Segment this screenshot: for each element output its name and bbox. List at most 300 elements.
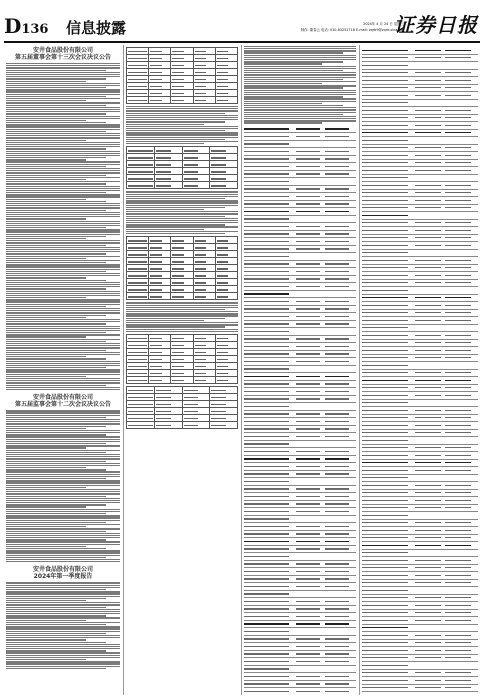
text-line xyxy=(244,103,322,104)
text-line xyxy=(244,107,356,108)
text-line xyxy=(244,87,343,88)
text-line xyxy=(6,72,120,73)
text-line xyxy=(126,124,204,125)
table-cell xyxy=(149,83,171,90)
text-line xyxy=(6,284,120,285)
text-line xyxy=(126,315,238,316)
text-line xyxy=(6,533,120,534)
list-item xyxy=(362,182,478,190)
text-line xyxy=(244,105,343,106)
list-item xyxy=(244,178,356,186)
text-line xyxy=(126,313,238,314)
text-line xyxy=(6,456,120,457)
text-line xyxy=(126,220,238,221)
text-line xyxy=(6,631,120,632)
table-row xyxy=(127,48,238,55)
text-line xyxy=(244,46,356,47)
text-line xyxy=(6,591,120,592)
table-cell xyxy=(171,293,193,300)
table-row xyxy=(127,97,238,104)
list-item xyxy=(244,418,356,426)
text-line xyxy=(6,118,120,119)
text-line xyxy=(6,663,120,664)
financial-table xyxy=(126,334,238,384)
text-line xyxy=(6,374,120,375)
column-1 xyxy=(6,45,120,695)
text-line xyxy=(6,441,120,442)
list-item xyxy=(362,452,478,460)
table-cell xyxy=(149,342,171,349)
text-line xyxy=(6,659,86,660)
table-cell xyxy=(171,48,193,55)
text-line xyxy=(6,561,120,562)
text-line xyxy=(6,504,106,505)
text-line xyxy=(6,380,120,381)
page-number: D136 xyxy=(4,14,49,38)
list-item xyxy=(244,433,356,441)
announcement-title: 第五届董事会第十三次会议决议公告 xyxy=(14,54,111,61)
text-line xyxy=(6,87,106,88)
table-cell xyxy=(127,154,155,161)
table-cell xyxy=(149,237,171,244)
text-line xyxy=(6,107,120,108)
list-item xyxy=(362,377,478,385)
list-item xyxy=(362,385,478,393)
text-line xyxy=(6,155,120,156)
text-line xyxy=(6,131,106,132)
list-item xyxy=(362,92,478,100)
list-item xyxy=(362,550,478,558)
table-cell xyxy=(215,251,237,258)
list-item xyxy=(244,148,356,156)
text-line xyxy=(6,421,120,422)
text-line xyxy=(6,225,120,226)
text-line xyxy=(6,461,106,462)
text-line xyxy=(6,539,106,540)
text-line xyxy=(126,224,225,225)
list-item xyxy=(362,355,478,363)
text-line xyxy=(6,102,120,103)
text-line xyxy=(126,216,225,217)
text-line xyxy=(126,128,238,129)
list-item xyxy=(244,478,356,486)
table-row xyxy=(127,335,238,342)
text-line xyxy=(244,90,356,91)
text-line xyxy=(6,67,120,68)
table-cell xyxy=(149,62,171,69)
text-line xyxy=(6,537,120,538)
text-line xyxy=(6,98,120,99)
text-line xyxy=(6,164,120,165)
table-cell xyxy=(210,422,238,429)
text-line xyxy=(6,190,120,191)
table-cell xyxy=(210,161,238,168)
list-item xyxy=(244,583,356,591)
text-line xyxy=(6,317,86,318)
table-cell xyxy=(210,175,238,182)
list-item xyxy=(244,381,356,389)
text-line xyxy=(6,286,120,287)
column-2 xyxy=(126,45,238,695)
text-line xyxy=(126,130,225,131)
text-line xyxy=(6,365,120,366)
list-item xyxy=(362,347,478,355)
list-item xyxy=(244,471,356,479)
table-cell xyxy=(149,76,171,83)
text-line xyxy=(126,307,238,308)
list-item xyxy=(362,265,478,273)
list-item xyxy=(244,186,356,194)
text-line xyxy=(6,168,120,169)
text-line xyxy=(6,256,120,257)
text-line xyxy=(244,79,343,80)
text-line xyxy=(6,493,120,494)
list-item xyxy=(362,362,478,370)
table-cell xyxy=(127,90,149,97)
table-cell xyxy=(193,48,215,55)
list-item xyxy=(244,141,356,149)
text-line xyxy=(6,502,120,503)
list-item xyxy=(362,370,478,378)
table-cell xyxy=(127,251,149,258)
text-line xyxy=(6,371,120,372)
list-item xyxy=(244,561,356,569)
table-cell xyxy=(127,237,149,244)
table-cell xyxy=(182,422,210,429)
section-title: 信息披露 xyxy=(66,19,127,37)
text-line xyxy=(6,517,120,518)
list-item xyxy=(362,692,478,695)
table-cell xyxy=(210,408,238,415)
list-item xyxy=(362,565,478,573)
table xyxy=(126,47,238,104)
table-row xyxy=(127,69,238,76)
text-line xyxy=(6,321,120,322)
list-item xyxy=(362,400,478,408)
column-divider xyxy=(359,45,360,695)
list-item xyxy=(362,287,478,295)
list-item xyxy=(244,193,356,201)
list-item xyxy=(244,628,356,636)
table-cell xyxy=(154,154,182,161)
text-line xyxy=(126,143,204,144)
table-cell xyxy=(210,415,238,422)
table-cell xyxy=(127,258,149,265)
editor-contact: 制作: 董春云 电话: 010-83251716 E-mail: zqrb9@zqrb.sina.net xyxy=(300,28,404,32)
text-line xyxy=(6,83,120,84)
column-4 xyxy=(362,45,478,695)
text-line xyxy=(6,199,86,200)
text-line xyxy=(6,624,106,625)
text-line xyxy=(244,77,356,78)
table-row xyxy=(127,182,238,189)
table-cell xyxy=(127,422,155,429)
body-text xyxy=(126,106,238,144)
text-line xyxy=(244,114,343,115)
text-line xyxy=(126,226,238,227)
text-line xyxy=(6,146,120,147)
list-item xyxy=(362,640,478,648)
text-line xyxy=(6,240,120,241)
announcement-header xyxy=(6,566,120,580)
list-item xyxy=(244,321,356,329)
text-line xyxy=(6,485,120,486)
text-line xyxy=(6,221,120,222)
table xyxy=(126,334,238,384)
table-row xyxy=(127,168,238,175)
text-line xyxy=(244,92,356,93)
text-line xyxy=(6,271,106,272)
text-line xyxy=(6,297,86,298)
text-line xyxy=(6,511,120,512)
list-item xyxy=(244,463,356,471)
table-cell xyxy=(149,55,171,62)
text-line xyxy=(6,266,120,267)
list-item xyxy=(362,670,478,678)
text-line xyxy=(6,482,120,483)
list-item xyxy=(244,426,356,434)
balance-sheet-list xyxy=(362,47,478,695)
text-line xyxy=(126,318,225,319)
text-line xyxy=(126,141,238,142)
masthead xyxy=(0,0,484,44)
list-item xyxy=(244,156,356,164)
text-line xyxy=(6,609,120,610)
text-line xyxy=(6,548,106,549)
list-item xyxy=(244,388,356,396)
text-line xyxy=(126,231,238,232)
text-line xyxy=(6,639,86,640)
table-cell xyxy=(215,286,237,293)
text-line xyxy=(6,293,120,294)
text-line xyxy=(244,59,356,60)
text-line xyxy=(6,186,120,187)
list-item xyxy=(362,205,478,213)
text-line xyxy=(6,306,106,307)
text-line xyxy=(6,423,120,424)
announcement-header xyxy=(6,47,120,61)
table-row xyxy=(127,258,238,265)
table-cell xyxy=(171,237,193,244)
text-line xyxy=(6,172,120,173)
table-row xyxy=(127,363,238,370)
text-line xyxy=(6,231,120,232)
text-line xyxy=(6,179,86,180)
list-item xyxy=(244,246,356,254)
list-item xyxy=(362,190,478,198)
table-cell xyxy=(149,377,171,384)
list-item xyxy=(362,167,478,175)
text-line xyxy=(6,389,120,390)
list-item xyxy=(362,115,478,123)
list-item xyxy=(244,553,356,561)
list-item xyxy=(244,223,356,231)
text-line xyxy=(6,242,120,243)
text-line xyxy=(6,513,106,514)
text-line xyxy=(6,644,120,645)
table-cell xyxy=(193,83,215,90)
list-item xyxy=(244,681,356,689)
text-line xyxy=(6,661,120,662)
text-line xyxy=(126,132,238,133)
text-line xyxy=(6,207,120,208)
list-item xyxy=(362,212,478,220)
text-line xyxy=(6,419,120,420)
issue-date: 2024年 4 月 24 日 星期三 xyxy=(363,22,404,26)
table-cell xyxy=(182,415,210,422)
list-item xyxy=(244,403,356,411)
table-cell xyxy=(127,356,149,363)
list-item xyxy=(362,325,478,333)
text-line xyxy=(6,151,120,152)
text-line xyxy=(6,216,120,217)
text-line xyxy=(6,126,120,127)
table-cell xyxy=(215,342,237,349)
text-line xyxy=(6,212,120,213)
table-cell xyxy=(193,370,215,377)
text-line xyxy=(6,600,86,601)
list-item xyxy=(244,501,356,509)
text-line xyxy=(6,109,120,110)
text-line xyxy=(6,264,120,265)
text-line xyxy=(6,376,86,377)
list-item xyxy=(362,295,478,303)
table-cell xyxy=(127,83,149,90)
table-cell xyxy=(171,363,193,370)
text-line xyxy=(244,98,356,99)
text-line xyxy=(6,142,120,143)
table-row xyxy=(127,83,238,90)
table-cell xyxy=(215,279,237,286)
table-cell xyxy=(171,335,193,342)
text-line xyxy=(6,227,106,228)
list-item xyxy=(362,227,478,235)
text-line xyxy=(6,587,120,588)
table-cell xyxy=(182,394,210,401)
text-line xyxy=(6,445,120,446)
list-item xyxy=(362,632,478,640)
list-item xyxy=(362,220,478,228)
table-cell xyxy=(215,258,237,265)
list-item xyxy=(362,62,478,70)
table-row xyxy=(127,415,238,422)
list-item xyxy=(244,358,356,366)
table-cell xyxy=(215,97,237,104)
text-line xyxy=(126,218,238,219)
table-cell xyxy=(193,286,215,293)
text-line xyxy=(6,635,120,636)
table-cell xyxy=(149,363,171,370)
text-line xyxy=(6,544,120,545)
text-line xyxy=(6,100,86,101)
text-line xyxy=(6,552,120,553)
text-line xyxy=(6,291,120,292)
text-line xyxy=(6,356,86,357)
table-cell xyxy=(182,182,210,189)
list-item xyxy=(244,396,356,404)
list-item xyxy=(362,340,478,348)
table-cell xyxy=(215,90,237,97)
list-item xyxy=(244,336,356,344)
text-line xyxy=(126,233,225,234)
text-line xyxy=(6,249,120,250)
list-item xyxy=(244,493,356,501)
text-line xyxy=(6,330,120,331)
list-item xyxy=(244,283,356,291)
table-row xyxy=(127,377,238,384)
table-cell xyxy=(149,349,171,356)
table-row xyxy=(127,279,238,286)
text-line xyxy=(6,498,120,499)
table-cell xyxy=(215,83,237,90)
table-cell xyxy=(127,394,155,401)
text-line xyxy=(126,311,238,312)
list-item xyxy=(362,422,478,430)
table-cell xyxy=(127,175,155,182)
text-line xyxy=(244,122,322,123)
text-line xyxy=(6,361,120,362)
text-line xyxy=(6,262,106,263)
table-cell xyxy=(171,377,193,384)
table-cell xyxy=(127,272,149,279)
text-line xyxy=(6,410,120,411)
table-cell xyxy=(127,335,149,342)
table-cell xyxy=(127,342,149,349)
text-line xyxy=(6,593,120,594)
text-line xyxy=(6,622,120,623)
text-line xyxy=(6,546,86,547)
list-item xyxy=(244,126,356,134)
list-item xyxy=(244,366,356,374)
list-item xyxy=(244,313,356,321)
table-cell xyxy=(171,272,193,279)
text-line xyxy=(126,117,238,118)
text-line xyxy=(244,118,356,119)
text-line xyxy=(244,120,356,121)
text-line xyxy=(6,247,120,248)
table-cell xyxy=(171,349,193,356)
list-item xyxy=(362,137,478,145)
text-line xyxy=(6,161,120,162)
text-line xyxy=(6,94,120,95)
table-row xyxy=(127,387,238,394)
text-line xyxy=(6,116,120,117)
list-item xyxy=(362,257,478,265)
table-cell xyxy=(127,293,149,300)
table-row xyxy=(127,154,238,161)
text-line xyxy=(6,295,120,296)
announcement-title: 2024年第一季度报告 xyxy=(33,573,93,581)
text-line xyxy=(6,140,86,141)
text-line xyxy=(6,607,106,608)
list-item xyxy=(244,298,356,306)
list-item xyxy=(244,411,356,419)
text-line xyxy=(6,526,86,527)
list-item xyxy=(244,643,356,651)
table-cell xyxy=(193,377,215,384)
text-line xyxy=(6,467,86,468)
list-item xyxy=(362,535,478,543)
text-line xyxy=(6,326,120,327)
text-line xyxy=(6,463,120,464)
list-item xyxy=(244,216,356,224)
text-line xyxy=(126,108,238,109)
text-line xyxy=(6,637,120,638)
list-item xyxy=(362,475,478,483)
text-line xyxy=(6,133,120,134)
text-line xyxy=(6,120,86,121)
newspaper-logo: 证券日报 xyxy=(394,13,478,37)
